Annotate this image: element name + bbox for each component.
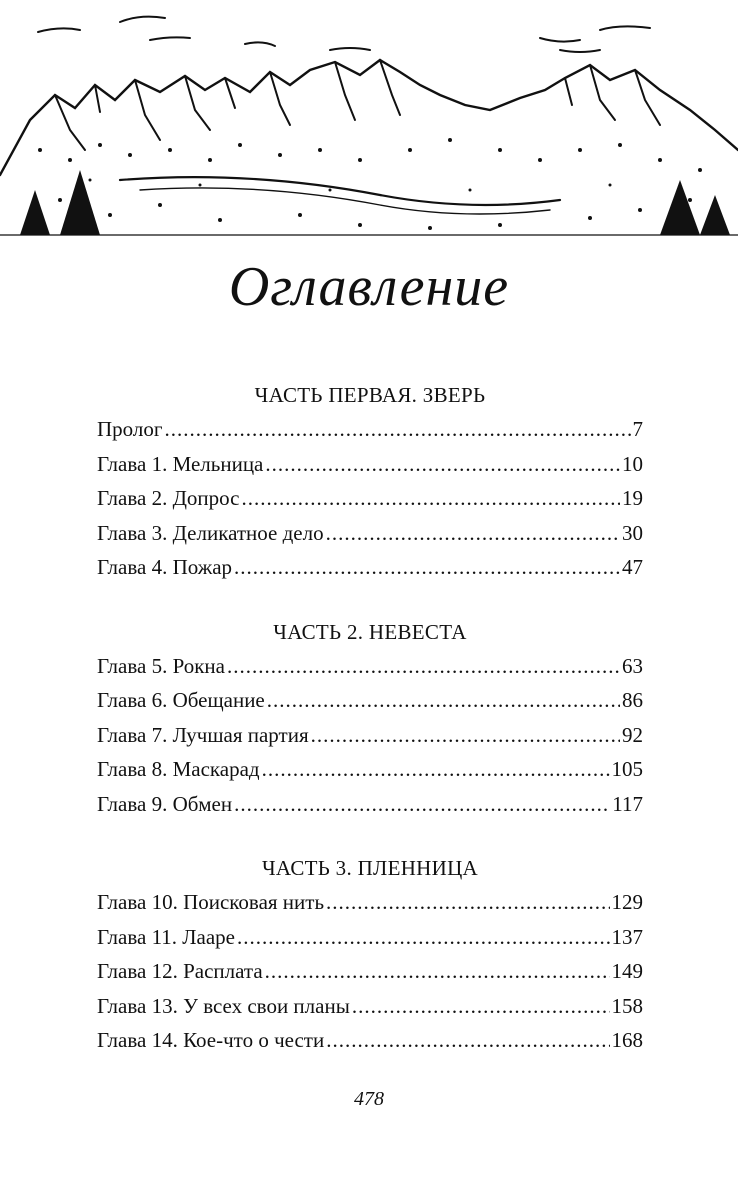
toc-entry[interactable] [97,550,643,585]
toc-entry[interactable] [97,1023,643,1058]
toc-entry-label: Глава 6. Обещание [97,688,265,712]
toc-entry[interactable] [97,989,643,1024]
dot-leader [326,516,620,551]
toc-entry-label: Глава 14. Кое-что о чести [97,1028,325,1052]
mountain-landscape-illustration [0,0,738,250]
part-heading: ЧАСТЬ 3. ПЛЕННИЦА [261,856,479,880]
toc-entry[interactable] [97,920,643,955]
dot-leader [326,885,609,920]
toc-entry[interactable] [97,516,643,551]
toc-entry[interactable] [97,481,643,516]
page-number: 478 [354,1088,384,1110]
toc-entry-page: 129 [611,890,643,914]
toc-entry-page: 86 [622,688,643,712]
toc-entry-label: Глава 3. Деликатное дело [97,520,324,545]
toc-entry-page: 7 [632,417,643,441]
dot-leader [262,752,610,787]
dot-leader [311,718,620,753]
dot-leader [164,412,630,447]
toc-entry-label: Глава 12. Расплата [97,959,263,983]
part-heading: ЧАСТЬ ПЕРВАЯ. ЗВЕРЬ [254,383,486,407]
toc-entry[interactable] [97,447,643,482]
toc-entry-label: Глава 7. Лучшая партия [97,722,309,747]
toc-entry-page: 10 [622,451,643,476]
toc-entry-label: Глава 5. Рокна [97,653,225,678]
page-title: Оглавление [228,256,510,318]
toc-entry-page: 47 [622,555,643,579]
toc-entry-label: Глава 2. Допрос [97,486,240,510]
dot-leader [326,1023,609,1058]
toc-entry-page: 137 [611,924,643,949]
dot-leader [265,954,610,989]
toc-entry-label: Глава 4. Пожар [97,555,233,579]
toc-entry-page: 117 [612,791,643,816]
toc-entry[interactable] [97,412,643,447]
toc-entry-page: 30 [622,520,643,545]
toc-entry[interactable] [97,752,643,787]
toc-entry-page: 63 [622,653,643,678]
toc-entry-page: 168 [611,1028,643,1052]
dot-leader [267,683,620,718]
toc-entry-label: Пролог [97,417,163,441]
toc-entry-label: Глава 11. Лааре [97,924,235,949]
toc-entry-page: 105 [611,757,643,781]
toc-entry[interactable] [97,954,643,989]
toc-entry-label: Глава 8. Маскарад [97,757,260,781]
toc-entry-page: 158 [611,993,643,1018]
toc-entry-page: 19 [622,486,643,510]
toc-entry-page: 92 [622,722,643,747]
dot-leader [227,649,620,684]
toc-entry[interactable] [97,787,643,822]
toc-entry-label: Глава 10. Поисковая нить [97,890,325,914]
toc-entry[interactable] [97,683,643,718]
toc-entry[interactable] [97,649,643,684]
table-of-contents [97,378,643,1058]
dot-leader [352,989,610,1024]
part-heading: ЧАСТЬ 2. НЕВЕСТА [273,619,467,644]
dot-leader [234,787,610,822]
toc-entry[interactable] [97,718,643,753]
toc-entry-label: Глава 1. Мельница [97,451,264,476]
dot-leader [234,550,620,585]
dot-leader [265,447,620,482]
toc-entry-label: Глава 9. Обмен [97,791,233,816]
toc-entry-label: Глава 13. У всех свои планы [97,993,350,1018]
toc-entry-page: 149 [611,959,643,983]
dot-leader [237,920,610,955]
dot-leader [241,481,620,516]
toc-entry[interactable] [97,885,643,920]
